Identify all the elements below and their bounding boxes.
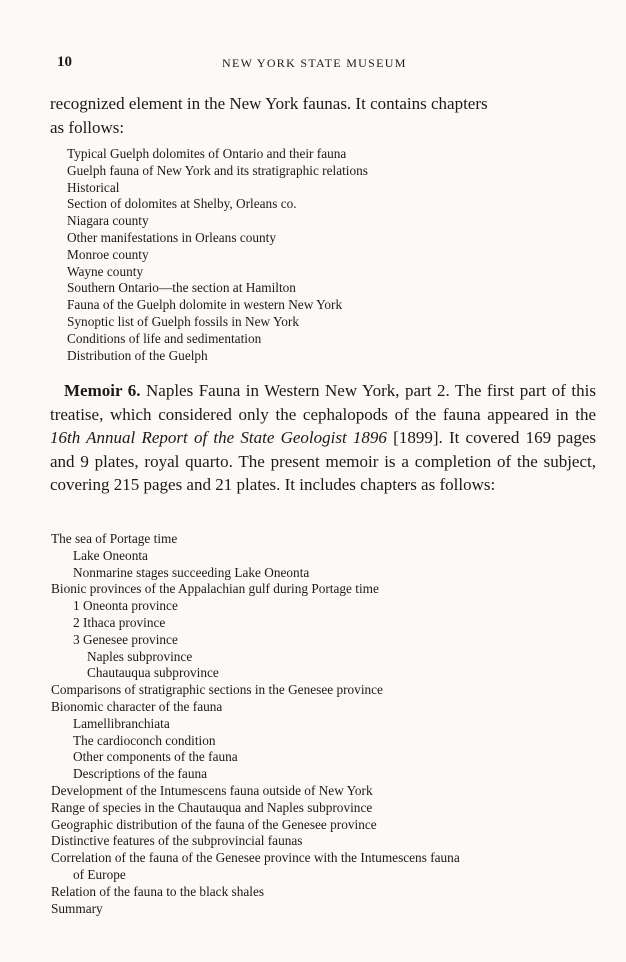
chapter-list-1-item: Guelph fauna of New York and its stratigraphic relations bbox=[67, 162, 368, 178]
chapter-list-2-item: Descriptions of the fauna bbox=[73, 766, 208, 782]
chapter-list-2-item: 3 Genesee province bbox=[73, 631, 178, 647]
memoir-label: Memoir 6. bbox=[64, 381, 141, 400]
chapter-list-2-item: Naples subprovince bbox=[87, 648, 193, 664]
chapter-list-2-item: Lamellibranchiata bbox=[73, 715, 170, 731]
memoir-tail: [1899]. It covered 169 pages and 9 plates, royal quarto. The present memoir is a completion of the subject, covering 215 pages and 21 plates. It includes chapters as follows: bbox=[50, 428, 596, 494]
chapter-list-1-item: Synoptic list of Guelph fossils in New York bbox=[67, 313, 299, 329]
memoir-paragraph bbox=[50, 379, 596, 497]
chapter-list-2-item: Range of species in the Chautauqua and Naples subprovince bbox=[51, 799, 373, 815]
chapter-list-1-item: Historical bbox=[67, 179, 120, 195]
chapter-list-1-item: Typical Guelph dolomites of Ontario and their fauna bbox=[67, 146, 347, 161]
chapter-list-1-item: Monroe county bbox=[67, 246, 149, 262]
memoir-italic-title: 16th Annual Report of the State Geologist 1896 bbox=[50, 428, 387, 447]
chapter-list-1-item: Wayne county bbox=[67, 263, 144, 279]
chapter-list-1-item: Distribution of the Guelph bbox=[67, 347, 208, 363]
chapter-list-2-item: The sea of Portage time bbox=[51, 531, 178, 546]
chapter-list-1-item: Fauna of the Guelph dolomite in western New York bbox=[67, 297, 343, 313]
intro-line-1: recognized element in the New York faunas. It contains chapters bbox=[50, 94, 488, 113]
running-title: NEW YORK STATE MUSEUM bbox=[222, 56, 407, 70]
chapter-list-2-item: 1 Oneonta province bbox=[73, 598, 178, 614]
chapter-list-2-item: Summary bbox=[51, 900, 103, 916]
chapter-list-2-item: Bionomic character of the fauna bbox=[51, 698, 223, 714]
chapter-list-1-item: Section of dolomites at Shelby, Orleans co. bbox=[67, 196, 297, 212]
chapter-list-2-item: Distinctive features of the subprovincial faunas bbox=[51, 833, 303, 849]
chapter-list-2-item: of Europe bbox=[73, 866, 126, 882]
intro-line-2: as follows: bbox=[50, 117, 125, 137]
chapter-list-2-item: Bionic provinces of the Appalachian gulf during Portage time bbox=[51, 581, 379, 597]
chapter-list-2-item: Geographic distribution of the fauna of the Genesee province bbox=[51, 816, 377, 832]
chapter-list-2-item: Comparisons of stratigraphic sections in the Genesee province bbox=[51, 682, 383, 698]
chapter-list-2 bbox=[51, 531, 460, 917]
chapter-list-2-item: Other components of the fauna bbox=[73, 749, 238, 765]
intro-paragraph bbox=[50, 92, 596, 139]
memoir-lead: Naples Fauna in Western New York, part 2. The first part of this treatise, which considered only the cephalopods of the fauna appeared in the bbox=[50, 381, 596, 424]
chapter-list-2-item: Lake Oneonta bbox=[73, 547, 148, 563]
chapter-list-1-item: Other manifestations in Orleans county bbox=[67, 229, 277, 245]
page-number: 10 bbox=[57, 54, 72, 70]
chapter-list-1 bbox=[67, 146, 368, 364]
chapter-list-1-item: Conditions of life and sedimentation bbox=[67, 330, 262, 346]
chapter-list-1-item: Niagara county bbox=[67, 213, 149, 229]
chapter-list-2-item: Relation of the fauna to the black shales bbox=[51, 883, 265, 899]
chapter-list-2-item: The cardioconch condition bbox=[73, 732, 216, 748]
chapter-list-1-item: Southern Ontario—the section at Hamilton bbox=[67, 280, 296, 296]
chapter-list-2-item: 2 Ithaca province bbox=[73, 614, 166, 630]
chapter-list-2-item: Development of the Intumescens fauna outside of New York bbox=[51, 782, 373, 798]
chapter-list-2-item: Correlation of the fauna of the Genesee province with the Intumescens fauna bbox=[51, 850, 460, 866]
chapter-list-2-item: Nonmarine stages succeeding Lake Oneonta bbox=[73, 564, 310, 580]
chapter-list-2-item: Chautauqua subprovince bbox=[87, 665, 219, 681]
